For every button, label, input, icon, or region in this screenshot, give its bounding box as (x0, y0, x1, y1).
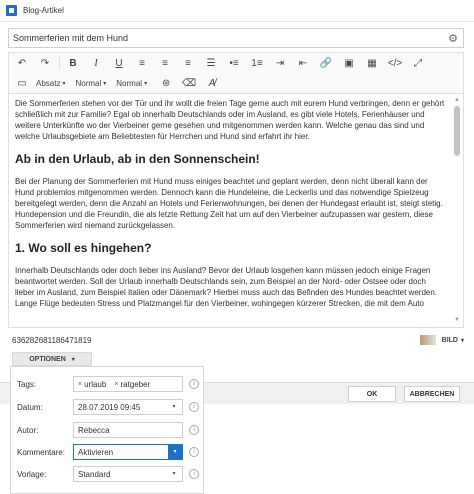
editor-content[interactable] (15, 98, 447, 319)
outdent-icon[interactable]: ⇤ (298, 57, 308, 69)
heading: Ab in den Urlaub, ab in den Sonnenschein! (15, 152, 260, 166)
date-field[interactable] (73, 399, 183, 415)
media-type-select[interactable] (442, 337, 464, 344)
template-value: Standard (78, 469, 111, 479)
scrollbar-thumb[interactable] (454, 106, 460, 156)
size-select-value: Normal (116, 78, 143, 88)
source-code-icon[interactable]: </> (387, 57, 403, 69)
tag-label: urlaub (84, 379, 107, 389)
chevron-down-icon: ▾ (144, 80, 148, 87)
template-row (11, 465, 205, 483)
image-thumbnail[interactable] (420, 335, 436, 345)
media-row (8, 331, 464, 349)
italic-icon[interactable]: I (94, 57, 98, 69)
table-icon[interactable]: ▦ (367, 57, 377, 69)
font-select[interactable] (75, 79, 106, 88)
bulleted-list-icon[interactable]: •≡ (229, 57, 239, 69)
align-left-icon[interactable]: ≡ (139, 57, 145, 69)
cancel-button[interactable]: ABBRECHEN (404, 386, 460, 402)
paragraph: Bei der Planung der Sommerferien mit Hund muss einiges beachtet und geplant werden, denn nicht überall kann der Hund problemlos mitgenommen werden. Dennoch kann die Hundeleine, die Leckerlis und das notwendige Spielzeug bereitgelegt werden, denn die Anzahl an Hotels und Ferienwohnungen, bei denen der Hundegast erlaubt ist, steigt stetig. Hundepension und die Freundin, die als letzte Rettung Zeit hat um auf den Vierbeiner aufzupassen war gestern, diese Sommerferien wird niemand zurückgelassen. (15, 177, 443, 230)
options-tab-label: OPTIONEN (29, 355, 66, 363)
author-row (11, 421, 205, 439)
align-center-icon[interactable]: ≡ (162, 57, 168, 69)
remove-tag-icon[interactable]: × (78, 380, 83, 388)
comments-row (11, 443, 205, 461)
info-icon[interactable]: i (189, 447, 199, 457)
paragraph: Innerhalb Deutschlands oder doch lieber ins Ausland? Bevor der Urlaub losgehen kann müssen jedoch einige Fragen beantwortet werden. Soll der Urlaub innerhalb Deutschlands sein, zum Beispiel an der Nord- oder Ostsee oder doch lieber im Ausland, zum Beispiel Italien oder Dänemark? Hierbei muss auch das Befinden des Hundes beachtet werden. Lange Flüge bedeuten Stress und Platzmangel für den Vierbeiner, wohingegen kürzerer Strecken, die mit dem Auto (15, 266, 438, 308)
paragraph: Die Sommerferien stehen vor der Tür und ihr wollt die freien Tage gerne auch mit eurem Hund verbringen, denn er gehört schließlich mit zur Familie? Egal ob innerhalb Deutschlands oder im Ausland, es gibt viele Hotels, Ferienhäuser und weitere Unterkünfte wo der Vierbeiner gerne gesehen und mitgenommen werden kann. Welche genau das sind und welche Urlaubsgebiete am Beliebtesten für Herrchen und Hund sind erfahrt ihr hier. (15, 99, 445, 141)
author-value: Rebecca (78, 425, 110, 435)
align-justify-icon[interactable]: ☰ (206, 57, 216, 69)
underline-icon[interactable]: U (115, 57, 123, 69)
heading-select-value: Absatz (36, 78, 61, 88)
chevron-down-icon[interactable]: ▾ (168, 445, 182, 459)
chevron-down-icon: ▾ (460, 337, 464, 344)
remove-tag-icon[interactable]: × (114, 380, 119, 388)
info-icon[interactable]: i (189, 469, 199, 479)
info-icon[interactable]: i (189, 425, 199, 435)
media-id: 636282681186471819 (12, 335, 92, 345)
eraser-icon[interactable]: ⌫ (182, 77, 197, 89)
chevron-down-icon[interactable]: ▾ (172, 471, 176, 477)
tag-label: ratgeber (120, 379, 151, 389)
editor-scrollbar[interactable] (453, 96, 461, 324)
indent-icon[interactable]: ⇥ (275, 57, 285, 69)
toolbar-divider (59, 57, 60, 69)
scroll-up-icon[interactable]: ▲ (454, 97, 460, 103)
tag-chip (114, 380, 150, 389)
chevron-down-icon: ▾ (62, 80, 66, 87)
author-field[interactable] (73, 422, 183, 438)
scroll-down-icon[interactable]: ▼ (454, 317, 460, 323)
info-icon[interactable]: i (189, 402, 199, 412)
gear-icon[interactable]: ⚙ (448, 32, 458, 45)
window-titlebar (0, 0, 474, 22)
size-select[interactable] (116, 79, 147, 88)
chevron-down-icon: ▾ (71, 356, 75, 363)
app-icon (6, 5, 17, 16)
template-select[interactable] (73, 466, 183, 482)
date-label: Datum: (17, 402, 43, 412)
special-chars-icon[interactable]: ⊛ (161, 77, 171, 89)
paint-bucket-icon[interactable]: ▭ (17, 77, 27, 89)
date-value: 28.07.2019 09:45 (78, 402, 141, 412)
redo-icon[interactable]: ↷ (40, 57, 50, 69)
link-icon[interactable]: 🔗 (319, 57, 333, 69)
options-tab[interactable] (12, 352, 92, 366)
image-icon[interactable]: ▣ (344, 57, 354, 69)
options-panel (10, 366, 204, 494)
heading-select[interactable] (36, 79, 65, 88)
info-icon[interactable]: i (189, 379, 199, 389)
comments-select[interactable] (73, 444, 183, 460)
window-title: Blog-Artikel (23, 6, 64, 15)
chevron-down-icon: ▾ (103, 80, 107, 87)
numbered-list-icon[interactable]: 1≡ (251, 57, 263, 69)
tags-row (11, 375, 205, 393)
chevron-down-icon[interactable]: ▾ (172, 404, 176, 410)
undo-icon[interactable]: ↶ (17, 57, 27, 69)
article-title-field (8, 28, 464, 48)
author-label: Autor: (17, 425, 39, 435)
tags-label: Tags: (17, 379, 37, 389)
bold-icon[interactable]: B (69, 57, 77, 69)
align-right-icon[interactable]: ≡ (185, 57, 191, 69)
ok-button[interactable]: OK (348, 386, 396, 402)
template-label: Vorlage: (17, 469, 47, 479)
comments-label: Kommentare: (17, 447, 66, 457)
editor-toolbar (8, 52, 464, 94)
toolbar-row-2 (9, 73, 463, 93)
tags-field[interactable] (73, 376, 183, 392)
date-row (11, 398, 205, 416)
font-select-value: Normal (75, 78, 102, 88)
fullscreen-icon[interactable]: ⤢ (414, 57, 422, 69)
toolbar-row-1 (9, 53, 463, 73)
heading: 1. Wo soll es hingehen? (15, 241, 152, 255)
media-type-label: BILD (441, 336, 458, 344)
rich-text-editor[interactable] (8, 94, 464, 328)
comments-value: Aktivieren (78, 447, 114, 457)
tag-chip (78, 380, 106, 389)
clear-format-icon[interactable]: A̸ (208, 77, 216, 89)
article-title-input[interactable] (9, 29, 443, 47)
